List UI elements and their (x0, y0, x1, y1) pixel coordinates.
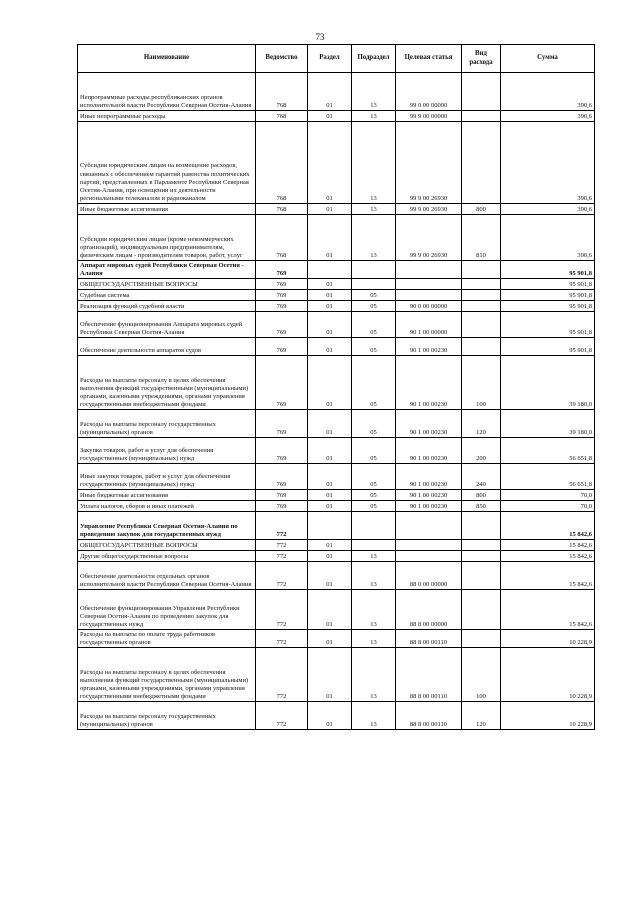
row-section: 01 (308, 630, 352, 648)
row-name: Иные закупки товаров, работ и услуг для обеспечения государственных (муниципальных) нужд (78, 464, 256, 490)
row-amount: 15 842,6 (501, 551, 595, 562)
table-row (78, 356, 595, 410)
table-row (78, 204, 595, 215)
row-amount: 15 842,6 (501, 562, 595, 590)
row-expense-type (462, 562, 501, 590)
row-expense-type (462, 590, 501, 630)
row-target-item: 99 0 00 00000 (396, 73, 462, 111)
row-name: Непрограммные расходы республиканских органов исполнительной власти Республики Северная Осетия-Алания (78, 73, 256, 111)
row-amount: 95 901,8 (501, 338, 595, 356)
row-section: 01 (308, 215, 352, 261)
table-header-row (78, 45, 595, 73)
row-name: Обеспечение деятельности отдельных органов исполнительной власти Республики Северная Осетия-Алания (78, 562, 256, 590)
row-target-item: 90 0 00 00000 (396, 301, 462, 312)
row-amount: 39 180,0 (501, 410, 595, 438)
table-row (78, 301, 595, 312)
row-subsection (352, 279, 396, 290)
row-amount: 95 901,8 (501, 261, 595, 279)
table-row (78, 279, 595, 290)
table-row (78, 702, 595, 730)
row-amount: 10 228,9 (501, 630, 595, 648)
row-target-item (396, 512, 462, 540)
row-department: 772 (256, 562, 308, 590)
row-department: 769 (256, 279, 308, 290)
row-subsection: 05 (352, 290, 396, 301)
row-expense-type: 200 (462, 438, 501, 464)
row-section: 01 (308, 279, 352, 290)
row-subsection: 05 (352, 464, 396, 490)
row-name: Другие общегосударственные вопросы (78, 551, 256, 562)
row-section: 01 (308, 702, 352, 730)
table-row (78, 338, 595, 356)
row-department: 772 (256, 702, 308, 730)
row-section: 01 (308, 501, 352, 512)
row-name: Расходы на выплаты персоналу в целях обеспечения выполнения функций государственными (муниципальными) органами, казенными учреждениями, органами управления государственными внебюджетными фондами (78, 356, 256, 410)
row-department: 769 (256, 312, 308, 338)
row-subsection: 13 (352, 702, 396, 730)
row-amount: 56 651,8 (501, 438, 595, 464)
header-name: Наименование (78, 45, 256, 73)
row-expense-type (462, 279, 501, 290)
row-department: 769 (256, 464, 308, 490)
table-row (78, 215, 595, 261)
row-section: 01 (308, 111, 352, 122)
row-amount: 390,6 (501, 122, 595, 204)
row-subsection: 13 (352, 630, 396, 648)
row-name: Управление Республики Северная Осетия-Алания по проведению закупок для государственных нужд (78, 512, 256, 540)
row-target-item: 90 1 00 00230 (396, 501, 462, 512)
row-department: 772 (256, 630, 308, 648)
row-department: 769 (256, 261, 308, 279)
row-section: 01 (308, 338, 352, 356)
row-section: 01 (308, 551, 352, 562)
row-target-item: 90 1 00 00230 (396, 338, 462, 356)
header-target-item: Целевая статья (396, 45, 462, 73)
row-target-item: 99 9 00 26930 (396, 204, 462, 215)
row-department: 769 (256, 410, 308, 438)
row-department: 772 (256, 590, 308, 630)
row-expense-type (462, 301, 501, 312)
table-row (78, 540, 595, 551)
row-department: 769 (256, 356, 308, 410)
row-subsection: 05 (352, 490, 396, 501)
table-row (78, 562, 595, 590)
table-row (78, 438, 595, 464)
row-name: Расходы на выплаты по оплате труда работников государственных органов (78, 630, 256, 648)
row-name: Реализация функций судебной власти (78, 301, 256, 312)
row-section (308, 512, 352, 540)
row-amount: 390,6 (501, 204, 595, 215)
header-amount: Сумма (501, 45, 595, 73)
table-row (78, 410, 595, 438)
row-subsection: 13 (352, 111, 396, 122)
row-target-item (396, 551, 462, 562)
row-name: Обеспечение функционирования Управления Республики Северная Осетия-Алания по проведению закупок для государственных нужд (78, 590, 256, 630)
row-expense-type: 100 (462, 356, 501, 410)
row-amount: 15 842,6 (501, 512, 595, 540)
row-amount: 15 842,6 (501, 590, 595, 630)
row-department: 769 (256, 290, 308, 301)
header-section: Раздел (308, 45, 352, 73)
row-department: 772 (256, 512, 308, 540)
page-number: 73 (315, 32, 325, 42)
row-expense-type: 800 (462, 490, 501, 501)
table-row (78, 261, 595, 279)
row-section: 01 (308, 562, 352, 590)
table-row (78, 312, 595, 338)
table-row (78, 501, 595, 512)
table-row (78, 630, 595, 648)
row-subsection: 13 (352, 562, 396, 590)
row-amount: 95 901,8 (501, 301, 595, 312)
row-target-item: 88 8 00 00000 (396, 590, 462, 630)
header-expense-type: Вид расхода (462, 45, 501, 73)
row-section: 01 (308, 356, 352, 410)
table-row (78, 551, 595, 562)
row-target-item (396, 279, 462, 290)
row-department: 768 (256, 111, 308, 122)
row-expense-type: 810 (462, 215, 501, 261)
row-expense-type: 850 (462, 501, 501, 512)
row-subsection: 13 (352, 648, 396, 702)
row-section: 01 (308, 312, 352, 338)
row-expense-type: 120 (462, 702, 501, 730)
row-amount: 390,6 (501, 215, 595, 261)
row-expense-type (462, 111, 501, 122)
row-name: ОБЩЕГОСУДАРСТВЕННЫЕ ВОПРОСЫ (78, 279, 256, 290)
row-subsection: 13 (352, 73, 396, 111)
row-name: Иные непрограммные расходы (78, 111, 256, 122)
row-target-item: 90 1 00 00230 (396, 356, 462, 410)
header-department: Ведомство (256, 45, 308, 73)
row-department: 768 (256, 122, 308, 204)
row-department: 769 (256, 301, 308, 312)
row-amount: 390,6 (501, 111, 595, 122)
row-target-item: 99 9 00 26930 (396, 215, 462, 261)
row-expense-type: 120 (462, 410, 501, 438)
row-section: 01 (308, 122, 352, 204)
row-department: 772 (256, 648, 308, 702)
row-target-item (396, 290, 462, 301)
table-row (78, 490, 595, 501)
row-expense-type: 240 (462, 464, 501, 490)
row-subsection (352, 261, 396, 279)
row-name: Субсидии юридическим лицам (кроме некоммерческих организаций), индивидуальным предпринимателям, физическим лицам - производителям товаров, работ, услуг (78, 215, 256, 261)
row-target-item: 88 8 00 00110 (396, 702, 462, 730)
row-subsection: 05 (352, 438, 396, 464)
row-expense-type: 100 (462, 648, 501, 702)
row-name: ОБЩЕГОСУДАРСТВЕННЫЕ ВОПРОСЫ (78, 540, 256, 551)
budget-table (77, 44, 595, 730)
row-target-item: 88 8 00 00110 (396, 630, 462, 648)
row-name: Закупка товаров, работ и услуг для обеспечения государственных (муниципальных) нужд (78, 438, 256, 464)
row-department: 769 (256, 338, 308, 356)
row-expense-type (462, 261, 501, 279)
row-target-item: 90 1 00 00230 (396, 410, 462, 438)
row-target-item: 99 9 00 26930 (396, 122, 462, 204)
table-row (78, 512, 595, 540)
row-section: 01 (308, 540, 352, 551)
row-department: 772 (256, 551, 308, 562)
row-section: 01 (308, 590, 352, 630)
row-name: Аппарат мировых судей Республики Северная Осетия - Алания (78, 261, 256, 279)
row-department: 769 (256, 490, 308, 501)
row-target-item: 90 1 00 00230 (396, 464, 462, 490)
row-target-item: 90 1 00 00000 (396, 312, 462, 338)
table-row (78, 111, 595, 122)
row-expense-type (462, 512, 501, 540)
row-subsection: 05 (352, 356, 396, 410)
row-amount: 95 901,8 (501, 279, 595, 290)
row-target-item: 99 9 00 00000 (396, 111, 462, 122)
row-name: Обеспечение деятельности аппаратов судов (78, 338, 256, 356)
row-amount: 390,6 (501, 73, 595, 111)
row-section: 01 (308, 438, 352, 464)
row-department: 768 (256, 204, 308, 215)
row-name: Расходы на выплаты персоналу государственных (муниципальных) органов (78, 702, 256, 730)
row-subsection: 05 (352, 501, 396, 512)
row-amount: 95 901,8 (501, 290, 595, 301)
row-expense-type (462, 630, 501, 648)
table-row (78, 648, 595, 702)
row-name: Расходы на выплаты персоналу в целях обеспечения выполнения функций государственными (муниципальными) органами, казенными учреждениями, органами управления государственными внебюджетными фондами (78, 648, 256, 702)
row-subsection: 05 (352, 312, 396, 338)
table-row (78, 590, 595, 630)
row-target-item: 88 0 00 00000 (396, 562, 462, 590)
row-amount: 70,0 (501, 501, 595, 512)
row-section: 01 (308, 301, 352, 312)
table-row (78, 122, 595, 204)
row-amount: 39 180,0 (501, 356, 595, 410)
row-amount: 70,0 (501, 490, 595, 501)
row-target-item (396, 261, 462, 279)
row-name: Уплата налогов, сборов и иных платежей (78, 501, 256, 512)
row-amount: 10 228,9 (501, 702, 595, 730)
row-subsection: 13 (352, 215, 396, 261)
row-section: 01 (308, 290, 352, 301)
row-subsection: 05 (352, 410, 396, 438)
row-subsection (352, 540, 396, 551)
row-section: 01 (308, 648, 352, 702)
row-expense-type (462, 338, 501, 356)
row-subsection: 13 (352, 122, 396, 204)
row-name: Судебная система (78, 290, 256, 301)
row-department: 769 (256, 438, 308, 464)
row-target-item: 88 8 00 00110 (396, 648, 462, 702)
row-section (308, 261, 352, 279)
row-expense-type (462, 73, 501, 111)
row-department: 768 (256, 215, 308, 261)
row-section: 01 (308, 204, 352, 215)
row-subsection: 05 (352, 301, 396, 312)
row-subsection: 13 (352, 551, 396, 562)
table-row (78, 73, 595, 111)
header-subsection: Подраздел (352, 45, 396, 73)
row-expense-type (462, 540, 501, 551)
row-name: Иные бюджетные ассигнования (78, 490, 256, 501)
table-row (78, 290, 595, 301)
row-expense-type (462, 290, 501, 301)
row-amount: 10 228,9 (501, 648, 595, 702)
row-section: 01 (308, 410, 352, 438)
row-target-item: 90 1 00 00230 (396, 490, 462, 501)
row-subsection: 13 (352, 590, 396, 630)
row-section: 01 (308, 73, 352, 111)
row-subsection: 05 (352, 338, 396, 356)
row-name: Субсидии юридическим лицам на возмещение расходов, связанных с обеспечением гарантий равенства политических партий, представленных в Парламенте Республики Северная Осетия-Алания, при освещении их деятельности региональными телеканалом и радиоканалом (78, 122, 256, 204)
row-expense-type (462, 122, 501, 204)
table-row (78, 464, 595, 490)
row-name: Расходы на выплаты персоналу государственных (муниципальных) органов (78, 410, 256, 438)
row-subsection: 13 (352, 204, 396, 215)
row-department: 772 (256, 540, 308, 551)
row-target-item (396, 540, 462, 551)
row-expense-type (462, 312, 501, 338)
row-department: 769 (256, 501, 308, 512)
row-amount: 95 901,8 (501, 312, 595, 338)
row-section: 01 (308, 490, 352, 501)
row-amount: 56 651,8 (501, 464, 595, 490)
row-subsection (352, 512, 396, 540)
row-target-item: 90 1 00 00230 (396, 438, 462, 464)
row-name: Обеспечение функционирования Аппарата мировых судей Республики Северная Осетия-Алания (78, 312, 256, 338)
row-department: 768 (256, 73, 308, 111)
row-section: 01 (308, 464, 352, 490)
row-name: Иные бюджетные ассигнования (78, 204, 256, 215)
row-expense-type: 800 (462, 204, 501, 215)
row-expense-type (462, 551, 501, 562)
row-amount: 15 842,6 (501, 540, 595, 551)
